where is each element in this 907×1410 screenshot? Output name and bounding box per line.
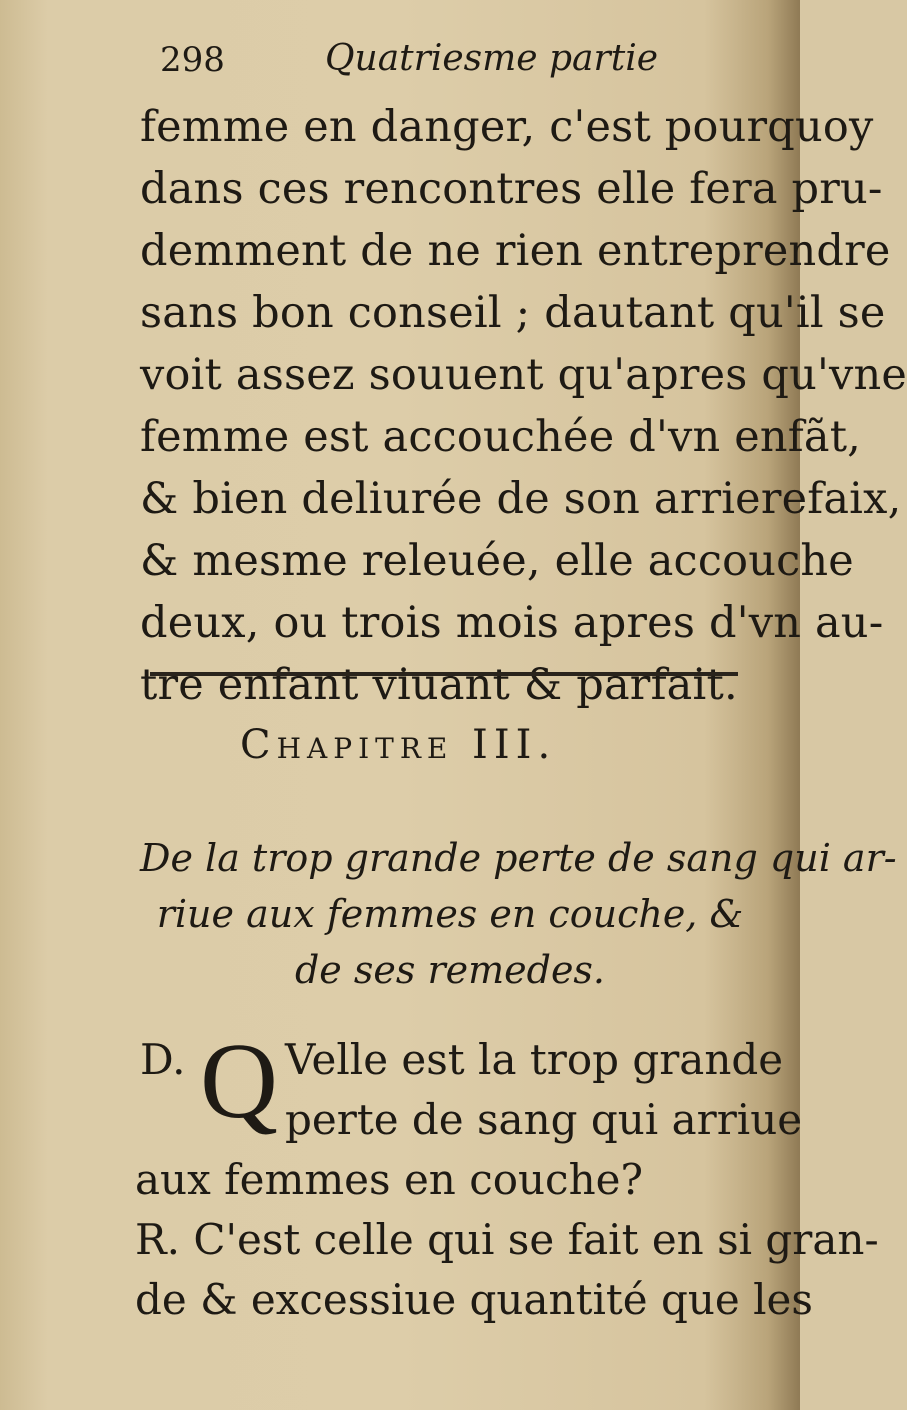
page-number: 298 bbox=[160, 40, 225, 80]
answer-line: de & excessiue quantité que les bbox=[135, 1275, 813, 1324]
question-answer bbox=[135, 1022, 879, 1330]
drop-cap: Q bbox=[200, 1022, 278, 1141]
text-line: voit assez souuent qu'apres qu'vne bbox=[140, 350, 907, 400]
text-line: & mesme releuée, elle accouche bbox=[140, 536, 854, 586]
text-line: sans bon conseil ; dautant qu'il se bbox=[140, 288, 886, 338]
text-line: dans ces rencontres elle fera pru- bbox=[140, 164, 883, 214]
answer-line: R. C'est celle qui se fait en si gran- bbox=[135, 1215, 879, 1264]
title-line: riue aux femmes en couche, & bbox=[156, 892, 744, 936]
title-line: De la trop grande perte de sang qui ar- bbox=[140, 836, 897, 880]
text-line: & bien deliurée de son arrierefaix, bbox=[140, 474, 902, 524]
question-line: Velle est la trop grande bbox=[285, 1035, 784, 1084]
text-line: deux, ou trois mois apres d'vn au- bbox=[140, 598, 884, 648]
text-line: femme en danger, c'est pourquoy bbox=[140, 102, 874, 152]
title-line: de ses remedes. bbox=[294, 948, 606, 992]
question-line: aux femmes en couche? bbox=[135, 1155, 643, 1204]
chapter-title bbox=[140, 830, 897, 998]
running-head bbox=[0, 38, 800, 88]
text-line: femme est accouchée d'vn enfãt, bbox=[140, 412, 862, 462]
text-line: tre enfant viuant & parfait. bbox=[140, 660, 738, 710]
running-title: Quatriesme partie bbox=[325, 38, 659, 79]
section-divider bbox=[150, 672, 738, 676]
chapter-heading: Chapitre III. bbox=[240, 722, 557, 768]
body-paragraph bbox=[140, 96, 907, 716]
speaker-label: D. bbox=[140, 1035, 186, 1084]
text-line: demment de ne rien entreprendre bbox=[140, 226, 891, 276]
question-line: perte de sang qui arriue bbox=[285, 1095, 803, 1144]
